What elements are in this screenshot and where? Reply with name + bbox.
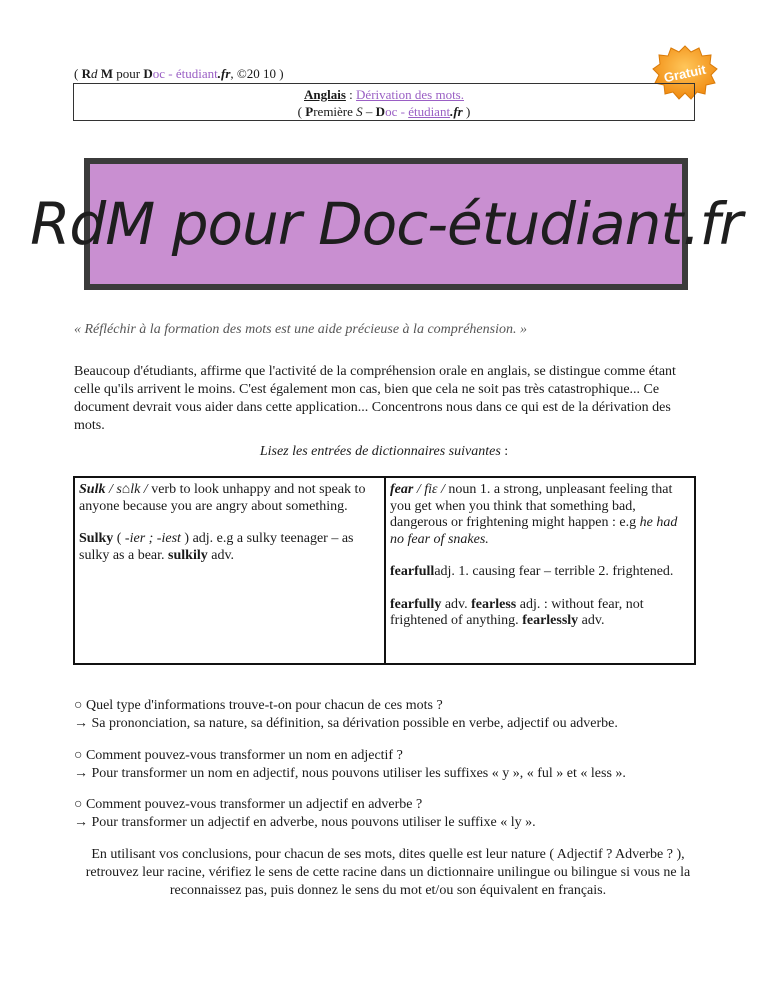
instruction: Lisez les entrées de dictionnaires suivantes : (259, 444, 509, 459)
answer: → Sa prononciation, sa nature, sa définition, sa dérivation possible en verbe, adjectif ou adverbe. (74, 716, 618, 731)
title-box (73, 83, 695, 121)
answer: → Pour transformer un adjectif en adverbe, nous pouvons utiliser le suffixe « ly ». (74, 815, 536, 830)
logo-text: RdM pour Doc-étudiant.fr (30, 190, 742, 258)
credit-link[interactable]: étudiant (175, 66, 218, 81)
dictionary-entry-fear: fear / fiɛ / noun 1. a strong, unpleasant feeling that you get when you think that something bad, dangerous or frightening might happen : e.g he had no fear of snakes. fearfulladj. 1. causing fear – terrible 2. frightened. fearfully adv. fearless adj. : without fear, not frightened of anything. fearlessly adv. (390, 482, 678, 628)
question: ○ Quel type d'informations trouve-t-on pour chacun de ces mots ? (74, 698, 443, 713)
answer: → Pour transformer un nom en adjectif, nous pouvons utiliser les suffixes « y », « ful » et « less ». (74, 766, 626, 781)
subject-line: Anglais : Dérivation des mots. (304, 87, 464, 102)
qa-item (74, 697, 714, 733)
dictionary-entry-sulk: Sulk / s⌂lk / verb to look unhappy and not speak to anyone because you are angry about something. Sulky ( -ier ; -iest ) adj. e.g a sulky teenager – as sulky as a bear. sulkily adv. (75, 478, 386, 663)
question: ○ Comment pouvez-vous transformer un nom en adjectif ? (74, 748, 403, 763)
quote: « Réfléchir à la formation des mots est une aide précieuse à la compréhension. » (74, 322, 527, 337)
dictionary-table (73, 476, 696, 665)
qa-item (74, 796, 714, 832)
level-link[interactable]: étudiant (408, 104, 451, 119)
badge-label: Gratuit (662, 61, 708, 86)
question: ○ Comment pouvez-vous transformer un adjectif en adverbe ? (74, 797, 423, 812)
level-line: ( Première S – Doc - étudiant.fr ) (297, 104, 471, 119)
qa-item (74, 747, 714, 783)
credit-line: ( Rd M pour Doc - étudiant.fr, ©20 10 ) (74, 66, 284, 81)
final-instruction: En utilisant vos conclusions, pour chacun de ses mots, dites quelle est leur nature ( Adjectif ? Adverbe ? ), retrouvez leur racine, vérifiez le sens de cette racine dans un dictionnaire unilingue ou bilingue si vous ne la reconnaissez pas, puis donnez le sens du mot et/ou son équivalent en français. (85, 847, 691, 898)
intro-paragraph: Beaucoup d'étudiants, affirme que l'activité de la compréhension orale en anglais, se distingue comme étant celle qu'ils arrivent le moins. C'est également mon cas, bien que cela ne soit pas très catastrophique... Ce document devrait vous aider dans cette application... Concentrons nous dans ce qui est de la dérivation des mots. (74, 364, 676, 433)
rdm-logo (30, 158, 742, 290)
